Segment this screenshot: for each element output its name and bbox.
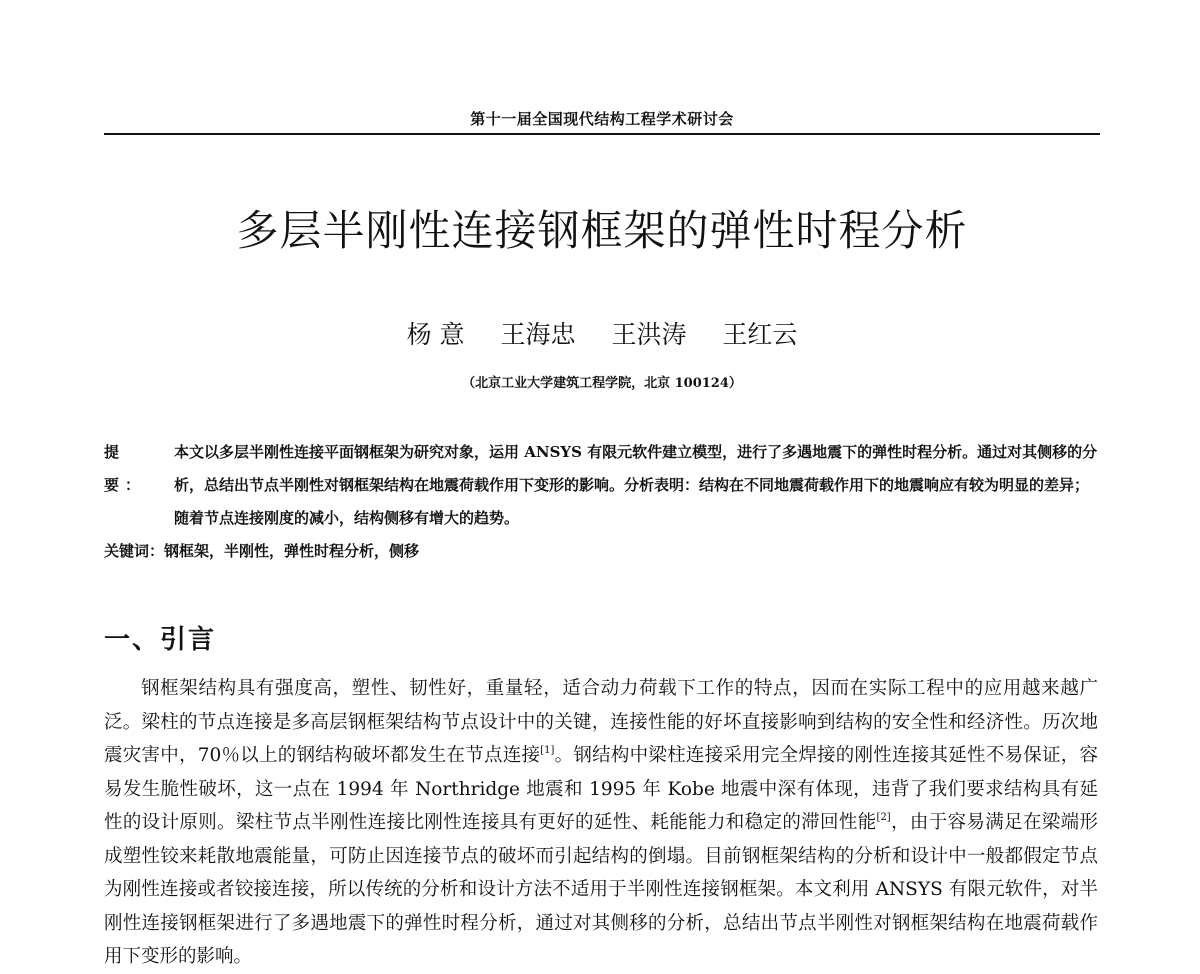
abstract-label: 提 要： bbox=[104, 443, 147, 494]
body-paragraph bbox=[104, 672, 1098, 974]
author-name: 王红云 bbox=[722, 320, 798, 349]
citation-ref[interactable]: [2] bbox=[876, 812, 891, 823]
citation-ref[interactable]: [1] bbox=[540, 745, 555, 756]
abstract-text: 本文以多层半刚性连接平面钢框架为研究对象，运用 ANSYS 有限元软件建立模型，进行了多遇地震下的弹性时程分析。通过对其侧移的分析，总结出节点半刚性对钢框架结构在地震荷载作用下变形的影响。分析表明：结构在不同地震荷载作用下的地震响应有较为明显的差异；随着节点连接刚度的减小，结构侧移有增大的趋势。 bbox=[174, 443, 1098, 527]
header-rule bbox=[104, 133, 1100, 135]
paper-title: 多层半刚性连接钢框架的弹性时程分析 bbox=[236, 206, 968, 255]
paragraph-text: ，由于容易满足在梁端形成塑性铰来耗散地震能量，可防止因连接节点的破坏而引起结构的倒塌。目前钢框架结构的分析和设计中一般都假定节点为刚性连接或者铰接连接，所以传统的分析和设计方法不适用于半刚性连接钢框架。本文利用 ANSYS 有限元软件，对半刚性连接钢框架进行了多遇地震下的弹性时程分析，通过对其侧移的分析，总结出节点半刚性对钢框架结构在地震荷载作用下变形的影响。 bbox=[104, 812, 1098, 967]
author-name: 王海忠 bbox=[500, 320, 576, 349]
paragraph-text: 。钢结构中梁柱连接采用完全焊接的刚性连接其延性不易保证，容易发生脆性破坏，这一点在 1994 年 Northridge 地震和 1995 年 Kobe 地震中深有体现，违背了我们要求结构具有延性的设计原则。梁柱节点半刚性连接比刚性连接具有更好的延性、耗能能力和稳定的滞回性能 bbox=[104, 745, 1098, 833]
author-name: 杨 意 bbox=[406, 320, 465, 349]
paragraph-text: 钢框架结构具有强度高，塑性、韧性好，重量轻，适合动力荷载下工作的特点，因而在实际工程中的应用越来越广泛。梁柱的节点连接是多高层钢框架结构节点设计中的关键，连接性能的好坏直接影响到结构的安全性和经济性。历次地震灾害中，70％以上的钢结构破坏都发生在节点连接 bbox=[104, 678, 1098, 766]
section-heading: 一、引言 bbox=[104, 625, 217, 655]
keywords-text: 钢框架，半刚性，弹性时程分析，侧移 bbox=[164, 542, 420, 560]
author-name: 王洪涛 bbox=[611, 320, 687, 349]
keywords bbox=[104, 540, 1100, 561]
running-head: 第十一届全国现代结构工程学术研讨会 bbox=[470, 110, 734, 128]
author-list bbox=[104, 315, 1100, 351]
affiliation: （北京工业大学建筑工程学院，北京 100124） bbox=[462, 376, 742, 391]
keywords-label: 关键词： bbox=[104, 542, 165, 560]
abstract bbox=[104, 436, 1100, 535]
